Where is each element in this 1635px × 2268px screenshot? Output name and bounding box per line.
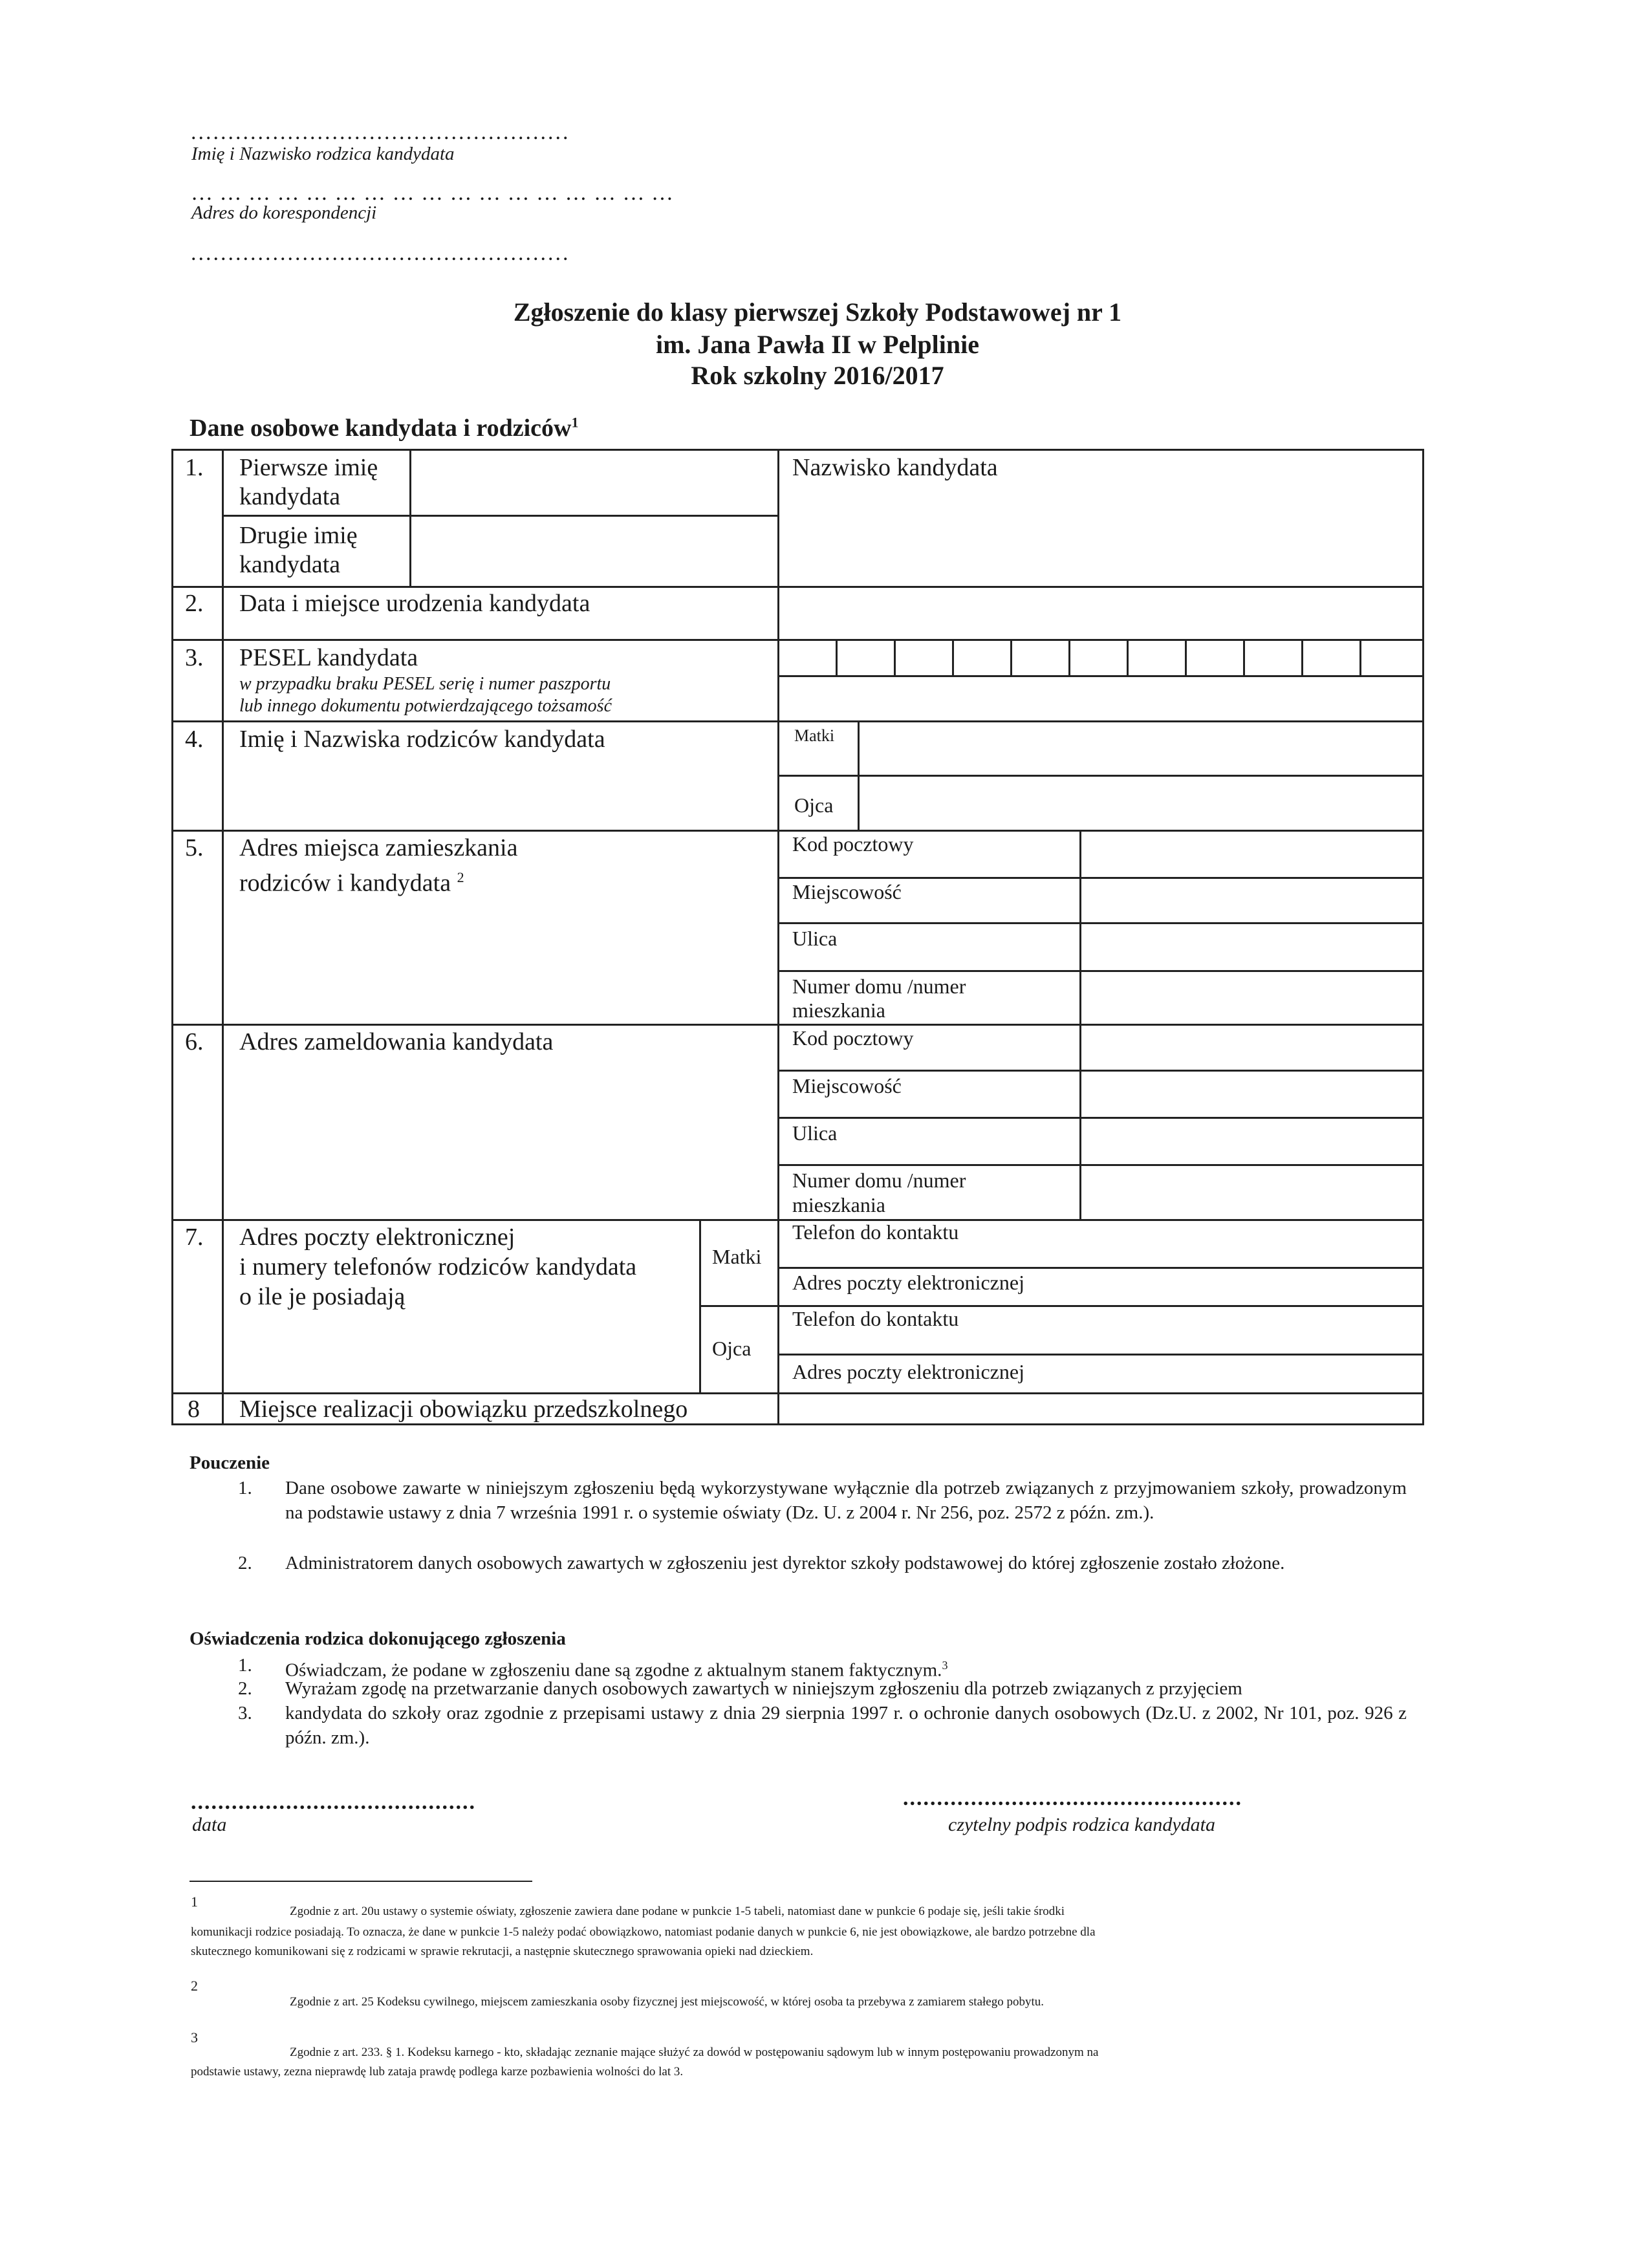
table-border-left xyxy=(171,449,173,1425)
residence-label-1: Adres miejsca zamieszkania xyxy=(239,834,518,861)
footnote-separator xyxy=(189,1881,532,1882)
contact-label-2: i numery telefonów rodziców kandydata xyxy=(239,1253,637,1280)
surname-label: Nazwisko kandydata xyxy=(792,454,998,481)
contact-label-1: Adres poczty elektronicznej xyxy=(239,1224,515,1251)
first-name-label-2: kandydata xyxy=(239,483,341,510)
city-label: Miejscowość xyxy=(792,1074,902,1097)
r5-line-1 xyxy=(777,877,1424,879)
oswiadczenie-item-2: Wyrażam zgodę na przetwarzanie danych osobowych zawartych w niniejszym zgłoszeniu dla potrzeb związanych z przyjęciem xyxy=(285,1678,1242,1699)
r6-line-1 xyxy=(777,1070,1424,1072)
pesel-note-1: w przypadku braku PESEL serię i numer paszportu xyxy=(239,674,611,694)
oswiadczenie-number: 3. xyxy=(238,1703,252,1723)
table-border-top xyxy=(171,449,1424,451)
postal-code-label: Kod pocztowy xyxy=(792,1026,914,1050)
pesel-box xyxy=(1301,639,1303,675)
school-year: Rok szkolny 2016/2017 xyxy=(691,361,944,390)
row2-top xyxy=(171,586,1424,588)
pesel-box xyxy=(952,639,954,675)
birth-date-place-label: Data i miejsce urodzenia kandydata xyxy=(239,590,590,617)
signature-dots: .................................................. xyxy=(903,1786,1242,1810)
house-number-label: Numer domu /numer xyxy=(792,1169,966,1192)
pesel-bottom xyxy=(777,675,1424,677)
pouczenie-item-1: Dane osobowe zawarte w niniejszym zgłoszeniu będą wykorzystywane wyłącznie dla potrzeb związanych z przyjmowaniem szkoły, prowadzonym na podstawie ustawy z dnia 7 września 1991 r. o systemie oświaty (Dz. U. z 2004 r. Nr 256, poz. 2572 z późn. zm.). xyxy=(285,1478,1407,1523)
r6-line-3 xyxy=(777,1164,1424,1166)
address-label: Adres do korespondencji xyxy=(191,202,377,223)
section-title: Dane osobowe kandydata i rodziców$^1$ xyxy=(189,414,579,442)
r7-father-line xyxy=(777,1354,1424,1355)
parent-name-dots: ................................................... xyxy=(191,120,570,144)
oswiadczenie-number: 2. xyxy=(238,1678,252,1699)
first-name-label: Pierwsze imię xyxy=(239,454,378,481)
postal-code-label: Kod pocztowy xyxy=(792,832,914,856)
row-number: 4. xyxy=(185,726,204,753)
row4-top xyxy=(171,720,1424,722)
pouczenie-number: 2. xyxy=(238,1553,252,1573)
r7-mother-line xyxy=(777,1267,1424,1269)
street-label: Ulica xyxy=(792,927,838,950)
row-number: 3. xyxy=(185,644,204,671)
pesel-box xyxy=(894,639,896,675)
r5-line-3 xyxy=(777,970,1424,972)
row-number: 8 xyxy=(188,1396,200,1423)
father-label: Ojca xyxy=(712,1337,752,1360)
preschool-label: Miejsce realizacji obowiązku przedszkolnego xyxy=(239,1396,688,1423)
footnote-3-line-1: Zgodnie z art. 233. § 1. Kodeksu karnego - kto, składając zeznanie mające służyć za dowód w postępowaniu sądowym lub w innym postępowaniu prowadzonym na xyxy=(290,2046,1099,2059)
mother-email-label: Adres poczty elektronicznej xyxy=(792,1271,1024,1294)
footnote-number: 2 xyxy=(191,1978,198,1994)
oswiadczenie-item-1: Oświadczam, że podane w zgłoszeniu dane są zgodne z aktualnym stanem faktycznym.$^3$ xyxy=(285,1659,948,1681)
house-number-label: Numer domu /numer xyxy=(792,975,966,998)
oswiadczenie-item-3: kandydata do szkoły oraz zgodnie z przepisami ustawy z dnia 29 sierpnia 1997 r. o ochronie danych osobowych (Dz.U. z 2002, Nr 101, poz. 926 z późn. zm.). xyxy=(285,1703,1407,1748)
pouczenie-title: Pouczenie xyxy=(189,1453,270,1473)
father-email-label: Adres poczty elektronicznej xyxy=(792,1360,1024,1383)
registration-address-label: Adres zameldowania kandydata xyxy=(239,1028,554,1055)
parent-name-label: Imię i Nazwisko rodzica kandydata xyxy=(191,144,455,164)
right-block-divider xyxy=(777,449,779,1425)
table-border-right xyxy=(1422,449,1424,1425)
separator-dots: ................................................... xyxy=(191,241,570,265)
second-name-label: Drugie imię xyxy=(239,522,358,549)
pesel-box xyxy=(1010,639,1012,675)
address-dots: … … … … … … … … … … … … … … … … … xyxy=(191,181,674,205)
pouczenie-item-2: Administratorem danych osobowych zawartych w zgłoszeniu jest dyrektor szkoły podstawowej do której zgłoszenie zostało złożone. xyxy=(285,1553,1285,1573)
city-label: Miejscowość xyxy=(792,880,902,903)
mother-label: Matki xyxy=(794,726,835,745)
row-number: 2. xyxy=(185,590,204,617)
footnote-number: 1 xyxy=(191,1894,198,1910)
r6-line-2 xyxy=(777,1117,1424,1119)
r5-line-2 xyxy=(777,922,1424,924)
father-phone-label: Telefon do kontaktu xyxy=(792,1307,959,1330)
pesel-label: PESEL kandydata xyxy=(239,644,418,671)
row-number: 6. xyxy=(185,1028,204,1055)
house-number-label-2: mieszkania xyxy=(792,1193,885,1216)
second-name-label-2: kandydata xyxy=(239,551,341,578)
pesel-box xyxy=(1127,639,1129,675)
pesel-box xyxy=(1243,639,1245,675)
signature-label: czytelny podpis rodzica kandydata xyxy=(948,1814,1215,1835)
footnote-1-line-3: skutecznego komunikowani się z rodzicami w sprawie rekrutacji, a następnie skutecznego sprawowania opieki nad dzieckiem. xyxy=(191,1945,814,1958)
footnote-number: 3 xyxy=(191,2029,198,2046)
pouczenie-number: 1. xyxy=(238,1478,252,1498)
residence-label-2: rodziców i kandydata $^2$ xyxy=(239,869,464,897)
oswiadczenie-number: 1. xyxy=(238,1655,252,1676)
father-label: Ojca xyxy=(794,794,834,817)
pesel-box xyxy=(1068,639,1070,675)
r1-mid-line xyxy=(222,515,778,517)
footnote-2: Zgodnie z art. 25 Kodeksu cywilnego, miejscem zamieszkania osoby fizycznej jest miejscowość, w której osoba ta przebywa z zamiarem stałego pobytu. xyxy=(290,1995,1045,2009)
pesel-note-2: lub innego dokumentu potwierdzającego tożsamość xyxy=(239,696,612,716)
r6-label-divider xyxy=(1079,1024,1081,1219)
date-label: data xyxy=(192,1814,227,1835)
footnote-1-line-1: Zgodnie z art. 20u ustawy o systemie oświaty, zgłoszenie zawiera dane podane w punkcie 1-5 tabeli, natomiast dane w punkcie 6 podaje się, jeśli takie środki xyxy=(290,1905,1065,1918)
r5-label-divider xyxy=(1079,830,1081,1024)
contact-label-3: o ile je posiadają xyxy=(239,1283,406,1310)
parents-names-label: Imię i Nazwiska rodziców kandydata xyxy=(239,726,605,753)
form-title: Zgłoszenie do klasy pierwszej Szkoły Podstawowej nr 1 xyxy=(513,297,1122,327)
pesel-box xyxy=(836,639,838,675)
row3-top xyxy=(171,639,1424,641)
footnote-3-line-2: podstawie ustawy, zezna nieprawdę lub zataja prawdę podlega karze pozbawienia wolności do lat 3. xyxy=(191,2065,684,2079)
footnote-1-line-2: komunikacji rodzice posiadają. To oznacza, że dane w punkcie 1-5 należy podać obowiązkowo, natomiast podanie danych w punkcie 6, nie jest obowiązkowe, ale bardzo potrzebne dla xyxy=(191,1925,1096,1939)
row-number: 7. xyxy=(185,1224,204,1251)
street-label: Ulica xyxy=(792,1121,838,1145)
r1-name-divider xyxy=(409,449,411,586)
mother-phone-label: Telefon do kontaktu xyxy=(792,1220,959,1244)
row-number: 1. xyxy=(185,454,204,481)
house-number-label-2: mieszkania xyxy=(792,999,885,1022)
pesel-box xyxy=(1185,639,1187,675)
row-number: 5. xyxy=(185,834,204,861)
number-column-divider xyxy=(222,449,224,1425)
oswiadczenia-title: Oświadczenia rodzica dokonującego zgłoszenia xyxy=(189,1628,566,1649)
date-dots: .......................................... xyxy=(191,1790,476,1814)
mother-label: Matki xyxy=(712,1245,762,1268)
school-patron: im. Jana Pawła II w Pelplinie xyxy=(655,330,980,359)
pesel-box xyxy=(1359,639,1361,675)
r4-mid-line xyxy=(777,775,1424,777)
